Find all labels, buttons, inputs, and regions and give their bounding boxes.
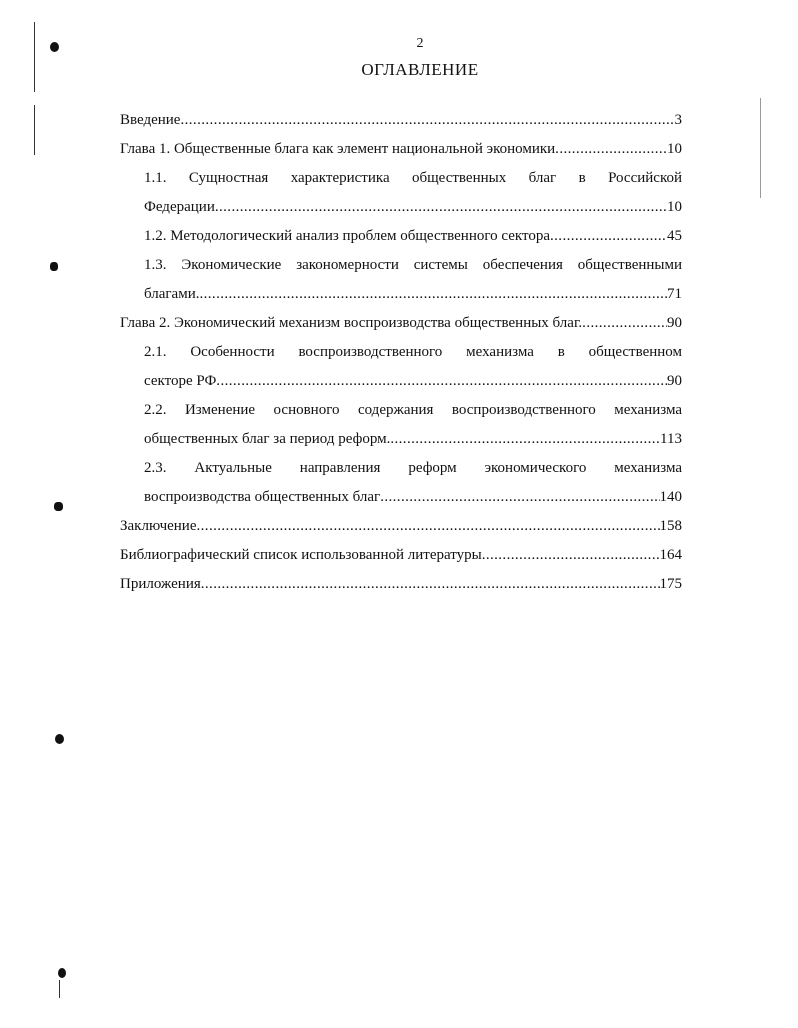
toc-label: Библиографический список использованной литературы [120, 547, 482, 563]
toc-label: воспроизводства общественных благ [144, 489, 381, 505]
toc-label: Приложения [120, 576, 201, 592]
toc-page: 158 [659, 518, 682, 534]
toc-label: благами. [144, 286, 200, 302]
page-number: 2 [416, 36, 424, 51]
toc-label: 1.1. Сущностная характеристика общественных благ в Российской [144, 170, 682, 186]
toc-page: 90 [667, 315, 682, 331]
toc-page: 45 [667, 228, 682, 244]
toc-entry-conclusion [120, 512, 682, 541]
toc-label: Глава 2. Экономический механизм воспроизводства общественных благ. [120, 315, 583, 331]
toc-entry-1-3-line1 [120, 251, 682, 280]
toc-entry-bibliography [120, 541, 682, 570]
toc-page: 3 [674, 112, 682, 128]
toc-label: 2.2. Изменение основного содержания воспроизводственного механизма [144, 402, 682, 418]
toc-label: 1.2. Методологический анализ проблем общественного сектора [144, 228, 550, 244]
toc-entry-chapter-1 [120, 135, 682, 164]
scan-edge-line [59, 980, 60, 998]
toc-label: 2.3. Актуальные направления реформ экономического механизма [144, 460, 682, 476]
toc-label: общественных благ за период реформ. [144, 431, 391, 447]
toc-page: 140 [659, 489, 682, 505]
toc-entry-1-1-line2 [120, 193, 682, 222]
toc-label: секторе РФ [144, 373, 217, 389]
scan-edge-line [760, 98, 761, 198]
toc-label: Заключение [120, 518, 197, 534]
toc-entry-intro [120, 106, 682, 135]
toc-entry-2-2-line2 [120, 425, 682, 454]
scan-edge-line [34, 105, 35, 155]
binding-hole-mark [50, 42, 59, 52]
toc-entry-2-1-line1 [120, 338, 682, 367]
binding-hole-mark [54, 502, 63, 511]
toc-entry-2-3-line1 [120, 454, 682, 483]
toc-label: Глава 1. Общественные блага как элемент национальной экономики [120, 141, 556, 157]
toc-label: Федерации [144, 199, 215, 215]
binding-hole-mark [50, 262, 58, 271]
binding-hole-mark [58, 968, 66, 978]
toc-label: 2.1. Особенности воспроизводственного механизма в общественном [144, 344, 682, 360]
toc-page: 10 [667, 141, 682, 157]
toc-label: 1.3. Экономические закономерности системы обеспечения общественными [144, 257, 682, 273]
toc-label: Введение [120, 112, 181, 128]
table-of-contents [120, 106, 682, 599]
toc-page: 90 [667, 373, 682, 389]
toc-page: 71 [667, 286, 682, 302]
toc-page: 10 [667, 199, 682, 215]
binding-hole-mark [55, 734, 64, 744]
toc-page: 113 [660, 431, 682, 447]
toc-entry-1-1-line1 [120, 164, 682, 193]
toc-entry-chapter-2 [120, 309, 682, 338]
page-title: ОГЛАВЛЕНИЕ [361, 60, 479, 79]
scan-edge-line [34, 22, 35, 92]
toc-entry-2-1-line2 [120, 367, 682, 396]
toc-entry-1-2 [120, 222, 682, 251]
toc-entry-2-2-line1 [120, 396, 682, 425]
toc-page: 164 [659, 547, 682, 563]
toc-entry-1-3-line2 [120, 280, 682, 309]
toc-entry-2-3-line2 [120, 483, 682, 512]
toc-page: 175 [659, 576, 682, 592]
toc-entry-appendix [120, 570, 682, 599]
